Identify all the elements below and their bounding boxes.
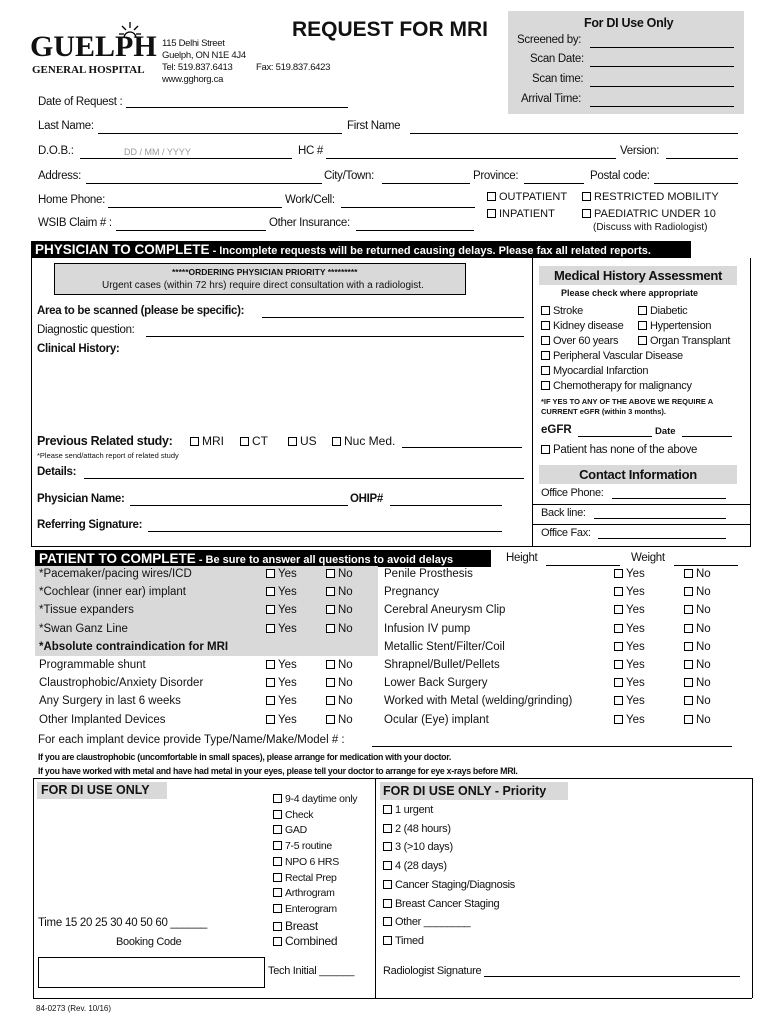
priority-title: FOR DI USE ONLY - Priority bbox=[380, 782, 568, 800]
question-aneurysm-clip: Cerebral Aneurysm Clip bbox=[384, 604, 506, 617]
programmable-shunt-no-checkbox[interactable]: No bbox=[326, 659, 353, 671]
swan-ganz-no-checkbox[interactable]: No bbox=[326, 623, 353, 635]
province-input[interactable] bbox=[524, 183, 584, 184]
scan-time-label: Scan time: bbox=[532, 73, 584, 85]
area-scanned-label: Area to be scanned (please be specific): bbox=[37, 305, 245, 317]
physician-name-input[interactable] bbox=[130, 505, 348, 506]
priority-28-days[interactable]: 4 (28 days) bbox=[383, 860, 447, 872]
ohip-label: OHIP# bbox=[350, 493, 384, 505]
swan-ganz-yes-checkbox[interactable]: Yes bbox=[266, 623, 297, 635]
office-fax-input[interactable] bbox=[598, 538, 726, 539]
first-name-label: First Name bbox=[347, 120, 401, 132]
di-option-arthrogram[interactable]: Arthrogram bbox=[273, 887, 335, 899]
office-phone-label: Office Phone: bbox=[541, 487, 604, 499]
hospital-street: 115 Delhi Street bbox=[162, 38, 225, 49]
ocular-implant-no-checkbox[interactable]: No bbox=[684, 714, 711, 726]
di-option-rectal-prep[interactable]: Rectal Prep bbox=[273, 872, 337, 884]
booking-code-box[interactable] bbox=[38, 957, 265, 988]
arrival-time-label: Arrival Time: bbox=[521, 93, 581, 105]
worked-with-metal-yes-checkbox[interactable]: Yes bbox=[614, 695, 645, 707]
question-programmable-shunt: Programmable shunt bbox=[39, 659, 146, 671]
aneurysm-clip-no-checkbox[interactable]: No bbox=[684, 604, 711, 616]
hospital-fax: Fax: 519.837.6423 bbox=[256, 62, 331, 73]
work-cell-input[interactable] bbox=[341, 207, 475, 208]
priority-title: *****ORDERING PHYSICIAN PRIORITY ********* bbox=[172, 267, 358, 277]
city-label: City/Town: bbox=[324, 170, 375, 182]
hc-input[interactable] bbox=[326, 158, 616, 159]
di-option-routine[interactable]: 7-5 routine bbox=[273, 840, 332, 852]
pacemaker-no-checkbox[interactable]: No bbox=[326, 568, 353, 580]
metal-eyes-note: If you have worked with metal and have had metal in your eyes, please tell your doctor to arrange for eye x-rays before MRI. bbox=[38, 766, 518, 776]
clinical-history-area[interactable] bbox=[37, 358, 521, 428]
referring-signature-input[interactable] bbox=[148, 531, 502, 532]
height-input[interactable] bbox=[546, 565, 620, 566]
discuss-radiologist-note: (Discuss with Radiologist) bbox=[593, 222, 708, 233]
question-pacemaker: *Pacemaker/pacing wires/ICD bbox=[39, 568, 192, 580]
history-hypertension[interactable]: Hypertension bbox=[638, 320, 711, 332]
ocular-implant-yes-checkbox[interactable]: Yes bbox=[614, 714, 645, 726]
question-other-implants: Other Implanted Devices bbox=[39, 713, 166, 726]
first-name-input[interactable] bbox=[410, 133, 738, 134]
physician-bar-title: PHYSICIAN TO COMPLETE bbox=[35, 242, 210, 257]
implant-info-label: For each implant device provide Type/Name/Make/Model # : bbox=[38, 734, 345, 746]
other-implants-no-checkbox[interactable]: No bbox=[326, 714, 353, 726]
di-option-gad[interactable]: GAD bbox=[273, 824, 307, 836]
lower-back-surgery-no-checkbox[interactable]: No bbox=[684, 677, 711, 689]
di-option-daytime[interactable]: 9-4 daytime only bbox=[273, 793, 357, 805]
cochlear-yes-checkbox[interactable]: Yes bbox=[266, 586, 297, 598]
time-options[interactable]: Time 15 20 25 30 40 50 60 ______ bbox=[38, 917, 208, 929]
last-name-label: Last Name: bbox=[38, 120, 94, 132]
history-pvd[interactable]: Peripheral Vascular Disease bbox=[541, 350, 683, 362]
other-insurance-input[interactable] bbox=[356, 230, 474, 231]
other-insurance-label: Other Insurance: bbox=[269, 217, 350, 229]
back-line-label: Back line: bbox=[541, 507, 586, 519]
priority-breast-cancer-staging[interactable]: Breast Cancer Staging bbox=[383, 898, 499, 910]
question-infusion-pump: Infusion IV pump bbox=[384, 622, 471, 635]
city-input[interactable] bbox=[382, 183, 470, 184]
province-label: Province: bbox=[473, 170, 519, 182]
date-of-request-input[interactable] bbox=[126, 107, 348, 108]
claustrophobic-note: If you are claustrophobic (uncomfortable in small spaces), please arrange for medication with your doctor. bbox=[38, 752, 452, 762]
question-absolute-contraindication: *Absolute contraindication for MRI bbox=[39, 640, 229, 653]
priority-text: Urgent cases (within 72 hrs) require direct consultation with a radiologist. bbox=[102, 280, 424, 291]
patient-section-bar bbox=[35, 550, 491, 567]
history-mi[interactable]: Myocardial Infarction bbox=[541, 365, 648, 377]
version-label: Version: bbox=[620, 145, 660, 157]
question-cochlear: *Cochlear (inner ear) implant bbox=[39, 586, 187, 599]
dob-input[interactable] bbox=[80, 158, 292, 159]
recent-surgery-yes-checkbox[interactable]: Yes bbox=[266, 695, 297, 707]
history-none[interactable]: Patient has none of the above bbox=[541, 444, 697, 456]
question-recent-surgery: Any Surgery in last 6 weeks bbox=[39, 695, 181, 708]
egfr-input[interactable] bbox=[578, 436, 652, 437]
egfr-label: eGFR bbox=[541, 424, 572, 436]
priority-cancer-staging[interactable]: Cancer Staging/Diagnosis bbox=[383, 879, 515, 891]
logo-subtext: GENERAL HOSPITAL bbox=[32, 64, 145, 76]
claustrophobic-no-checkbox[interactable]: No bbox=[326, 677, 353, 689]
ct-checkbox[interactable]: CT bbox=[240, 434, 268, 448]
priority-timed[interactable]: Timed bbox=[383, 935, 424, 947]
shrapnel-yes-checkbox[interactable]: Yes bbox=[614, 659, 645, 671]
history-title: Medical History Assessment bbox=[539, 266, 737, 285]
question-pregnancy: Pregnancy bbox=[384, 586, 439, 599]
question-shrapnel: Shrapnel/Bullet/Pellets bbox=[384, 659, 500, 671]
pregnancy-no-checkbox[interactable]: No bbox=[684, 586, 711, 598]
recent-surgery-no-checkbox[interactable]: No bbox=[326, 695, 353, 707]
radiologist-signature-input[interactable] bbox=[484, 976, 740, 977]
question-penile-prosthesis: Penile Prosthesis bbox=[384, 568, 473, 580]
date-of-request-label: Date of Request : bbox=[38, 96, 123, 108]
history-stroke[interactable]: Stroke bbox=[541, 305, 583, 317]
history-diabetic[interactable]: Diabetic bbox=[638, 305, 687, 317]
postal-code-label: Postal code: bbox=[590, 170, 650, 182]
form-number: 84-0273 (Rev. 10/16) bbox=[36, 1004, 112, 1013]
office-phone-input[interactable] bbox=[612, 498, 726, 499]
di-option-check[interactable]: Check bbox=[273, 809, 313, 821]
physician-bar-note: - Incomplete requests will be returned causing delays. Please fax all related reports. bbox=[209, 245, 651, 257]
mri-checkbox[interactable]: MRI bbox=[190, 434, 224, 448]
question-metallic-stent: Metallic Stent/Filter/Coil bbox=[384, 640, 505, 653]
postal-code-input[interactable] bbox=[654, 183, 738, 184]
restricted-mobility-checkbox[interactable]: RESTRICTED MOBILITY bbox=[582, 191, 719, 203]
egfr-date-label: Date bbox=[655, 426, 676, 437]
pacemaker-yes-checkbox[interactable]: Yes bbox=[266, 568, 297, 580]
penile-prosthesis-yes-checkbox[interactable]: Yes bbox=[614, 568, 645, 580]
physician-name-label: Physician Name: bbox=[37, 493, 125, 505]
lower-back-surgery-yes-checkbox[interactable]: Yes bbox=[614, 677, 645, 689]
physician-section-bar bbox=[31, 241, 691, 258]
di-option-enterogram[interactable]: Enterogram bbox=[273, 903, 337, 915]
office-fax-label: Office Fax: bbox=[541, 527, 591, 539]
area-scanned-input[interactable] bbox=[262, 317, 524, 318]
implant-info-input[interactable] bbox=[372, 746, 732, 747]
page-title: REQUEST FOR MRI bbox=[292, 18, 489, 41]
hospital-web: www.gghorg.ca bbox=[162, 74, 224, 85]
diagnostic-question-input[interactable] bbox=[146, 336, 524, 337]
previous-study-note: *Please send/attach report of related study bbox=[37, 451, 179, 460]
egfr-date-input[interactable] bbox=[682, 436, 732, 437]
diagnostic-question-label: Diagnostic question: bbox=[37, 324, 135, 336]
tissue-expanders-no-checkbox[interactable]: No bbox=[326, 604, 353, 616]
aneurysm-clip-yes-checkbox[interactable]: Yes bbox=[614, 604, 645, 616]
question-ocular-implant: Ocular (Eye) implant bbox=[384, 713, 489, 726]
question-lower-back-surgery: Lower Back Surgery bbox=[384, 677, 488, 690]
us-checkbox[interactable]: US bbox=[288, 434, 317, 448]
clinical-history-label: Clinical History: bbox=[37, 343, 120, 355]
details-input[interactable] bbox=[84, 478, 524, 479]
logo-text: GUELPH bbox=[30, 30, 157, 63]
contact-title: Contact Information bbox=[539, 465, 737, 484]
scan-date-label: Scan Date: bbox=[530, 53, 584, 65]
tech-initial-label[interactable]: Tech Initial ______ bbox=[268, 965, 355, 977]
paediatric-checkbox[interactable]: PAEDIATRIC UNDER 10 bbox=[582, 208, 716, 220]
screened-by-label: Screened by: bbox=[517, 34, 582, 46]
claustrophobic-yes-checkbox[interactable]: Yes bbox=[266, 677, 297, 689]
metallic-stent-no-checkbox[interactable]: No bbox=[684, 641, 711, 653]
question-worked-with-metal: Worked with Metal (welding/grinding) bbox=[384, 695, 573, 708]
patient-bar-title: PATIENT TO COMPLETE bbox=[39, 551, 196, 566]
metallic-stent-yes-checkbox[interactable]: Yes bbox=[614, 641, 645, 653]
home-phone-input[interactable] bbox=[108, 207, 282, 208]
patient-bar-note: - Be sure to answer all questions to avoid delays bbox=[195, 554, 454, 566]
infusion-pump-no-checkbox[interactable]: No bbox=[684, 623, 711, 635]
booking-code-label: Booking Code bbox=[116, 936, 182, 948]
hospital-city: Guelph, ON N1E 4J4 bbox=[162, 50, 246, 61]
priority-urgent[interactable]: 1 urgent bbox=[383, 804, 433, 816]
di-option-combined[interactable]: Combined bbox=[273, 934, 337, 948]
dob-label: D.O.B.: bbox=[38, 145, 74, 157]
back-line-input[interactable] bbox=[594, 518, 726, 519]
pregnancy-yes-checkbox[interactable]: Yes bbox=[614, 586, 645, 598]
last-name-input[interactable] bbox=[98, 133, 342, 134]
nuc-med-checkbox[interactable]: Nuc Med. bbox=[332, 434, 395, 448]
work-cell-label: Work/Cell: bbox=[285, 194, 335, 206]
radiologist-signature-label: Radiologist Signature bbox=[383, 965, 482, 977]
di-option-npo[interactable]: NPO 6 HRS bbox=[273, 856, 339, 868]
other-implants-yes-checkbox[interactable]: Yes bbox=[266, 714, 297, 726]
hospital-tel: Tel: 519.837.6413 bbox=[162, 62, 233, 73]
priority-48-hours[interactable]: 2 (48 hours) bbox=[383, 823, 451, 835]
version-input[interactable] bbox=[666, 158, 738, 159]
cochlear-no-checkbox[interactable]: No bbox=[326, 586, 353, 598]
shrapnel-no-checkbox[interactable]: No bbox=[684, 659, 711, 671]
wsib-input[interactable] bbox=[116, 230, 266, 231]
weight-input[interactable] bbox=[674, 565, 738, 566]
hc-label: HC # bbox=[298, 145, 324, 157]
history-over-60[interactable]: Over 60 years bbox=[541, 335, 618, 347]
infusion-pump-yes-checkbox[interactable]: Yes bbox=[614, 623, 645, 635]
ohip-input[interactable] bbox=[390, 505, 502, 506]
di-option-breast[interactable]: Breast bbox=[273, 919, 318, 933]
history-chemo[interactable]: Chemotherapy for malignancy bbox=[541, 380, 692, 392]
outpatient-checkbox[interactable]: OUTPATIENT bbox=[487, 191, 567, 203]
question-swan-ganz: *Swan Ganz Line bbox=[39, 622, 128, 635]
weight-label: Weight bbox=[631, 552, 665, 564]
wsib-label: WSIB Claim # : bbox=[38, 217, 112, 229]
di-box-heading: For DI Use Only bbox=[584, 16, 674, 30]
question-claustrophobic: Claustrophobic/Anxiety Disorder bbox=[39, 677, 204, 690]
question-tissue-expanders: *Tissue expanders bbox=[39, 604, 134, 617]
egfr-note: *IF YES TO ANY OF THE ABOVE WE REQUIRE A CURRENT eGFR (within 3 months). bbox=[541, 397, 713, 416]
home-phone-label: Home Phone: bbox=[38, 194, 106, 206]
address-label: Address: bbox=[38, 170, 81, 182]
previous-study-label: Previous Related study: bbox=[37, 434, 173, 448]
inpatient-checkbox[interactable]: INPATIENT bbox=[487, 208, 555, 220]
penile-prosthesis-no-checkbox[interactable]: No bbox=[684, 568, 711, 580]
priority-10-days[interactable]: 3 (>10 days) bbox=[383, 841, 453, 853]
worked-with-metal-no-checkbox[interactable]: No bbox=[684, 695, 711, 707]
tissue-expanders-yes-checkbox[interactable]: Yes bbox=[266, 604, 297, 616]
programmable-shunt-yes-checkbox[interactable]: Yes bbox=[266, 659, 297, 671]
details-label: Details: bbox=[37, 466, 77, 478]
height-label: Height bbox=[506, 552, 538, 564]
dob-placeholder: DD / MM / YYYY bbox=[124, 147, 191, 157]
referring-signature-label: Referring Signature: bbox=[37, 519, 143, 531]
address-input[interactable] bbox=[86, 183, 322, 184]
history-check-note: Please check where appropriate bbox=[561, 288, 699, 298]
di-bottom-title: FOR DI USE ONLY bbox=[37, 782, 167, 799]
history-organ-transplant[interactable]: Organ Transplant bbox=[638, 335, 730, 347]
history-kidney[interactable]: Kidney disease bbox=[541, 320, 623, 332]
priority-other[interactable]: Other ________ bbox=[383, 916, 470, 928]
